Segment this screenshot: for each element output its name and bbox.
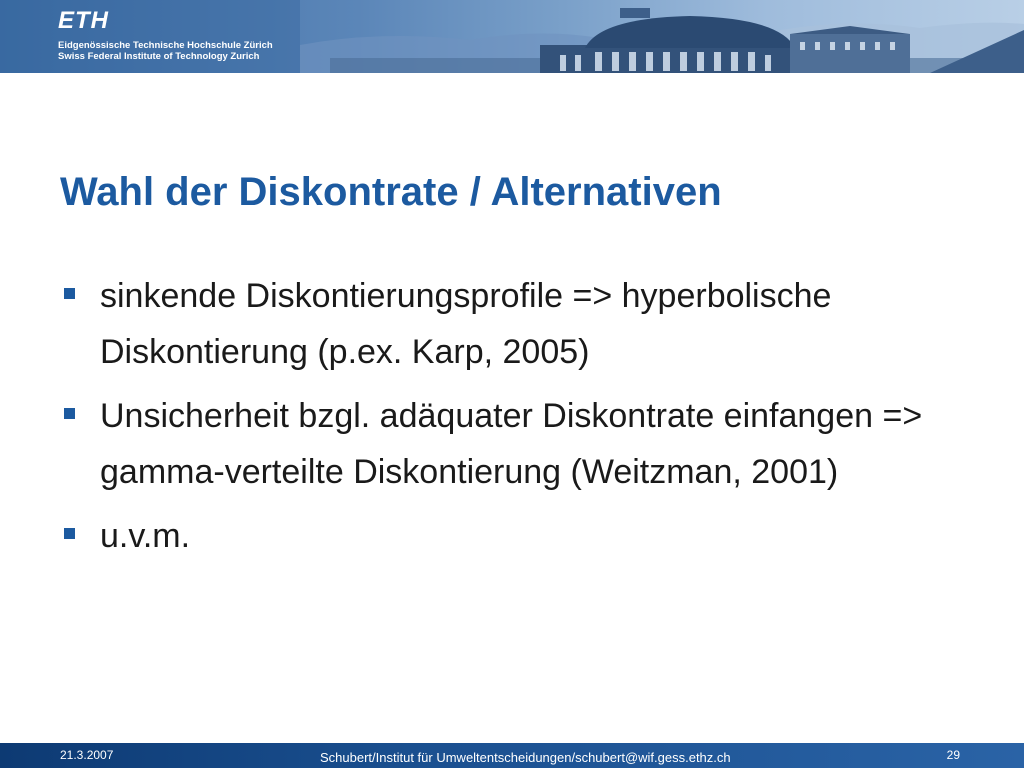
bullet-item	[62, 508, 962, 564]
bullet-item	[62, 388, 962, 500]
campus-building-illustration	[0, 0, 1024, 73]
footer-date: 21.3.2007	[60, 748, 114, 762]
square-bullet-icon	[64, 408, 75, 419]
eth-logo: ETH	[58, 7, 109, 34]
footer-author-line: Schubert/Institut für Umweltentscheidungen/schubert@wif.gess.ethz.ch	[320, 750, 731, 765]
page-number: 29	[946, 748, 960, 762]
bullet-list	[62, 268, 962, 572]
bullet-text: Unsicherheit bzgl. adäquater Diskontrate einfangen => gamma-verteilte Diskontierung (Weitzman, 2001)	[100, 397, 923, 491]
header-banner	[0, 0, 1024, 73]
bullet-text: sinkende Diskontierungsprofile => hyperbolische Diskontierung (p.ex. Karp, 2005)	[100, 277, 832, 371]
footer-bar	[0, 743, 1024, 768]
bullet-text: u.v.m.	[100, 517, 191, 555]
institution-name-english: Swiss Federal Institute of Technology Zurich	[58, 51, 260, 62]
institution-name-german: Eidgenössische Technische Hochschule Zürich	[58, 40, 273, 51]
bullet-item	[62, 268, 962, 380]
slide-title: Wahl der Diskontrate / Alternativen	[60, 170, 722, 214]
square-bullet-icon	[64, 528, 75, 539]
square-bullet-icon	[64, 288, 75, 299]
